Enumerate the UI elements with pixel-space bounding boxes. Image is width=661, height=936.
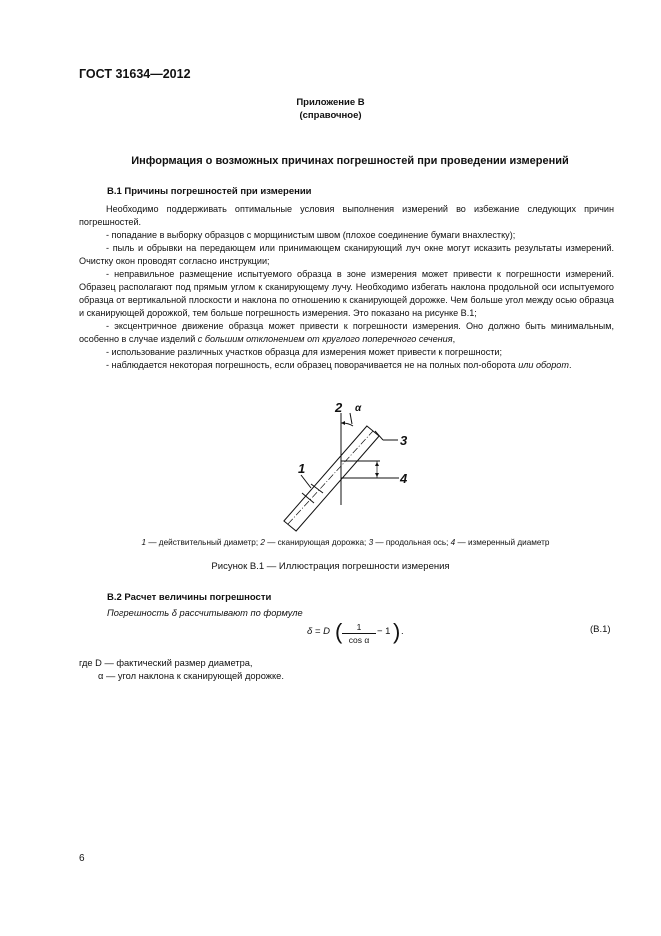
formula-legend: [79, 657, 284, 683]
paren-left: (: [335, 619, 343, 644]
arrow-down-icon: [375, 473, 379, 477]
list-item: - неправильное размещение испытуемого образца в зоне измерения может привести к погрешности измерений. Образец располагают под прямым углом к сканирующему лучу. Необходимо избегать наклона продольной оси испытуемого образца от вертикальной плоскости и наклона по отношению к сканирующей дорожке. Чем больше угол между осью образца и сканирующей дорожкой, тем больше погрешность измерения. Это показано на рисунке В.1;: [79, 269, 614, 318]
paragraph-intro: Необходимо поддерживать оптимальные условия выполнения измерений во избежание следующих причин погрешностей.: [79, 204, 614, 227]
formula-lhs: δ = D: [307, 626, 330, 637]
list-item: - использование различных участков образца для измерения может привести к погрешности;: [106, 347, 503, 357]
formula-intro: Погрешность δ рассчитывают по формуле: [107, 608, 303, 618]
leader-1: [301, 475, 311, 488]
where-d: где D — фактический размер диаметра,: [79, 658, 253, 668]
figure-label-4: 4: [400, 471, 408, 486]
formula-end: .: [401, 626, 404, 637]
figure-caption: Рисунок В.1 — Иллюстрация погрешности измерения: [211, 561, 450, 572]
list-item: - попадание в выборку образцов с морщинистым швом (плохое соединение бумаги внахлестку);: [106, 230, 516, 240]
formula-denominator: cos α: [348, 635, 370, 645]
arrow-up-icon: [375, 462, 379, 466]
section-b2-heading: В.2 Расчет величины погрешности: [107, 592, 272, 603]
figure-label-3: 3: [400, 433, 408, 448]
list-item: - эксцентричное движение образца может привести к погрешности измерения. Оно должно быть минимальным, особенно в случае изделий с большим отклонением от круглого поперечного сечения,: [79, 321, 614, 344]
paren-right: ): [393, 619, 401, 644]
arrow-left-icon: [341, 421, 345, 425]
formula-rhs: − 1: [377, 626, 391, 637]
figure-label-1: 1: [298, 461, 306, 476]
page-number: 6: [79, 853, 85, 864]
document-header: ГОСТ 31634—2012: [79, 67, 191, 81]
figure-b1-diagram: [280, 395, 420, 535]
formula-fraction: [342, 622, 376, 645]
figure-label-2: 2: [335, 400, 343, 415]
figure-label-alpha: α: [355, 403, 362, 414]
main-title: Информация о возможных причинах погрешностей при проведении измерений: [131, 155, 569, 167]
list-item: - пыль и обрывки на передающем или принимающем сканирующий луч окне могут исказить результаты измерений. Очистку окон проводят согласно инструкции;: [79, 243, 614, 266]
section-b1-body: [79, 203, 614, 372]
formula-numerator: 1: [342, 622, 376, 634]
annex-note: (справочное): [299, 110, 362, 121]
formula-b1: [307, 619, 417, 652]
section-b1-heading: В.1 Причины погрешностей при измерении: [107, 186, 312, 197]
leader-alpha: [350, 413, 352, 424]
equation-number: (В.1): [590, 624, 611, 635]
where-alpha: α — угол наклона к сканирующей дорожке.: [98, 671, 284, 681]
figure-legend: 1 — действительный диаметр; 2 — сканирующая дорожка; 3 — продольная ось; 4 — измеренный диаметр: [141, 538, 550, 547]
annex-title: Приложение В: [296, 97, 365, 108]
list-item: - наблюдается некоторая погрешность, если образец поворачивается не на полных пол-оборота или оборот.: [106, 360, 572, 370]
